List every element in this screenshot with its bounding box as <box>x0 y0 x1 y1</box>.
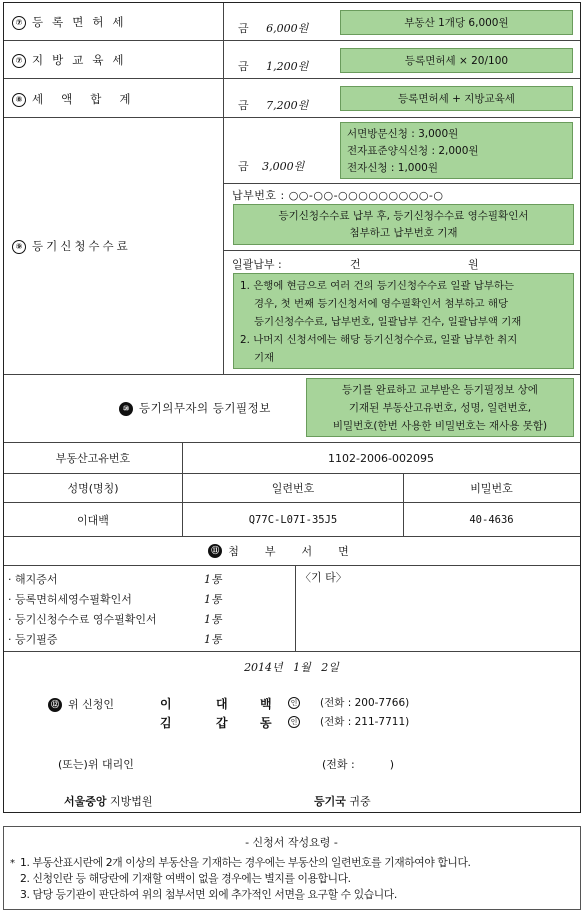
row-divider <box>4 78 580 79</box>
edu-tax-amount <box>238 58 308 74</box>
applicant-label <box>48 696 114 712</box>
applicant-row <box>160 695 580 711</box>
item-number: ⑦ <box>12 16 26 30</box>
sub-divider <box>223 183 580 184</box>
reg-tax-amount-value: 6,000원 <box>266 22 309 35</box>
obligor-info-note <box>306 378 574 437</box>
tax-total-amount-value: 7,200원 <box>266 99 309 112</box>
tax-total-label <box>12 91 148 107</box>
attachment-count: 1통 <box>204 633 222 646</box>
instructions-star: * <box>10 858 15 869</box>
reg-tax-note: 부동산 1개당 6,000원 <box>340 10 573 35</box>
fee-line: 전자표준양식신청 : 2,000원 <box>347 145 479 157</box>
registry-office <box>314 793 371 809</box>
item-number: ⑩ <box>119 402 133 416</box>
tax-total-note: 등록면허세 + 지방교육세 <box>340 86 573 111</box>
attachment-list <box>8 570 223 650</box>
bulk-note-line: 2. 나머지 신청서에는 해당 등기신청수수료, 일괄 납부한 취지 <box>240 334 518 346</box>
application-fee-label-text: 등기신청수수료 <box>32 239 131 253</box>
attachments-title <box>4 537 579 565</box>
obligor-note-line: 비밀번호(한번 사용한 비밀번호는 재사용 못함) <box>332 419 548 432</box>
instruction-line: 2. 신청인란 등 해당란에 기재할 여백이 없을 경우에는 별지를 이용합니다. <box>20 872 351 885</box>
item-number: ⑪ <box>208 544 222 558</box>
row-divider <box>4 565 580 566</box>
item-number: ⑨ <box>12 240 26 254</box>
row-divider <box>4 651 580 652</box>
agent-phone: (전화 : ) <box>322 758 395 771</box>
col-divider <box>223 3 224 374</box>
court-name: 서울중앙 <box>64 795 107 808</box>
application-fee-amount-value: 3,000원 <box>262 160 305 173</box>
serial-number: Q77C-L07I-35J5 <box>248 513 338 526</box>
obligor-info-label <box>119 400 271 416</box>
reg-tax-amount <box>238 20 308 36</box>
payment-number: 납부번호 : ○○-○○-○○○○○○○○○-○ <box>232 189 444 202</box>
other-attachments-label: 〈기 타〉 <box>300 571 347 584</box>
password-header: 비밀번호 <box>470 482 513 495</box>
instruction-line: 1. 부동산표시란에 2개 이상의 부동산을 기재하는 경우에는 부동산의 일련번호를 기재하여야 합니다. <box>20 856 471 869</box>
edu-tax-label-text: 지방교육세 <box>32 53 133 67</box>
edu-tax-label <box>12 52 133 68</box>
application-fee-label <box>12 238 131 254</box>
office-suffix: 귀중 <box>349 795 371 808</box>
bulk-note-line: 기재 <box>254 352 275 364</box>
agent-label: (또는)위 대리인 <box>58 758 134 771</box>
property-id-header: 부동산고유번호 <box>55 452 131 465</box>
instruction-line: 3. 담당 등기관이 판단하여 위의 첨부서면 외에 추가적인 서면을 요구할 수 있습니다. <box>20 888 397 901</box>
seal-mark: 인 <box>288 697 300 709</box>
obligor-info-label-text: 등기의무자의 등기필정보 <box>139 401 271 415</box>
instructions-box <box>3 826 581 910</box>
amount-prefix: 금 <box>238 60 249 73</box>
col-divider <box>295 565 296 651</box>
applicant-label-text: 위 신청인 <box>68 698 115 711</box>
applicant-phone: (전화 : 200-7766) <box>320 697 410 709</box>
bulk-unit-won: 원 <box>468 258 479 271</box>
attachment-name: · 등기필증 <box>8 633 58 646</box>
bulk-payment-note <box>233 273 574 369</box>
item-number: ⑧ <box>12 93 26 107</box>
office-name: 등기국 <box>314 795 346 808</box>
payment-note-line: 첨부하고 납부번호 기재 <box>349 226 458 239</box>
attachment-item <box>8 590 223 610</box>
bulk-unit-count: 건 <box>350 258 361 271</box>
attachment-name: · 등기신청수수료 영수필확인서 <box>8 613 157 626</box>
tax-total-label-text: 세액합계 <box>32 92 149 106</box>
password-value: 40-4636 <box>469 513 514 526</box>
sub-divider <box>223 250 580 251</box>
amount-prefix: 금 <box>238 99 249 112</box>
fee-line: 전자신청 : 1,000원 <box>347 162 438 174</box>
payment-note-line: 등기신청수수료 납부 후, 등기신청수수료 영수필확인서 <box>278 209 529 222</box>
obligor-name: 이대백 <box>77 513 109 527</box>
reg-tax-label <box>12 14 133 30</box>
bulk-note-line: 등기신청수수료, 납부번호, 일괄납부 건수, 일괄납부액 기재 <box>254 316 522 328</box>
applicant-name-char: 김 <box>160 716 172 730</box>
applicant-name-char: 동 <box>260 716 272 730</box>
name-header: 성명(명칭) <box>67 482 119 495</box>
applicant-name-char: 갑 <box>216 716 228 730</box>
instructions-list <box>20 855 576 903</box>
fee-line: 서면방문신청 : 3,000원 <box>347 128 459 140</box>
applicant-row <box>160 714 580 730</box>
attachment-item <box>8 630 223 650</box>
seal-mark: 인 <box>288 716 300 728</box>
attachment-item <box>8 570 223 590</box>
row-divider <box>4 117 580 118</box>
item-number: ⑫ <box>48 698 62 712</box>
edu-tax-note: 등록면허세 × 20/100 <box>340 48 573 73</box>
bulk-payment-label: 일괄납부 : <box>232 258 282 271</box>
obligor-note-line: 기재된 부동산고유번호, 성명, 일련번호, <box>348 401 532 414</box>
attachment-count: 1통 <box>204 593 222 606</box>
applicant-name-char: 백 <box>260 697 272 711</box>
applicant-name-char: 대 <box>216 697 228 711</box>
court <box>64 793 153 809</box>
edu-tax-amount-value: 1,200원 <box>266 60 309 73</box>
bulk-payment <box>232 256 572 272</box>
item-number: ⑦ <box>12 54 26 68</box>
amount-prefix: 금 <box>238 22 249 35</box>
payment-number-note <box>233 204 574 245</box>
registration-application-form <box>3 2 581 813</box>
tax-total-amount <box>238 97 308 113</box>
reg-tax-label-text: 등록면허세 <box>32 15 133 29</box>
attachment-count: 1통 <box>204 573 222 586</box>
bulk-note-line: 1. 은행에 현금으로 여러 건의 등기신청수수료 일괄 납부하는 <box>240 280 514 292</box>
fee-method-note <box>340 122 573 179</box>
applicant-name-char: 이 <box>160 697 172 711</box>
row-divider <box>4 40 580 41</box>
attachment-name: · 등록면허세영수필확인서 <box>8 593 132 606</box>
instructions-title: - 신청서 작성요령 - <box>245 836 338 849</box>
application-date: 2014년 1월 2일 <box>244 661 339 674</box>
serial-header: 일련번호 <box>271 482 315 495</box>
property-id-value: 1102-2006-002095 <box>328 451 434 465</box>
amount-prefix: 금 <box>238 160 249 173</box>
attachment-item <box>8 610 223 630</box>
court-suffix: 지방법원 <box>110 795 153 808</box>
row-divider <box>4 374 580 375</box>
obligor-note-line: 등기를 완료하고 교부받은 등기필정보 상에 <box>342 383 538 396</box>
application-fee-amount <box>238 158 304 174</box>
applicant-phone: (전화 : 211-7711) <box>320 716 410 728</box>
attachment-count: 1통 <box>204 613 222 626</box>
attachment-name: · 해지증서 <box>8 573 58 586</box>
attachments-title-text: 첨부서면 <box>228 545 375 558</box>
bulk-note-line: 경우, 첫 번째 등기신청서에 영수필확인서 첨부하고 해당 <box>254 298 508 310</box>
